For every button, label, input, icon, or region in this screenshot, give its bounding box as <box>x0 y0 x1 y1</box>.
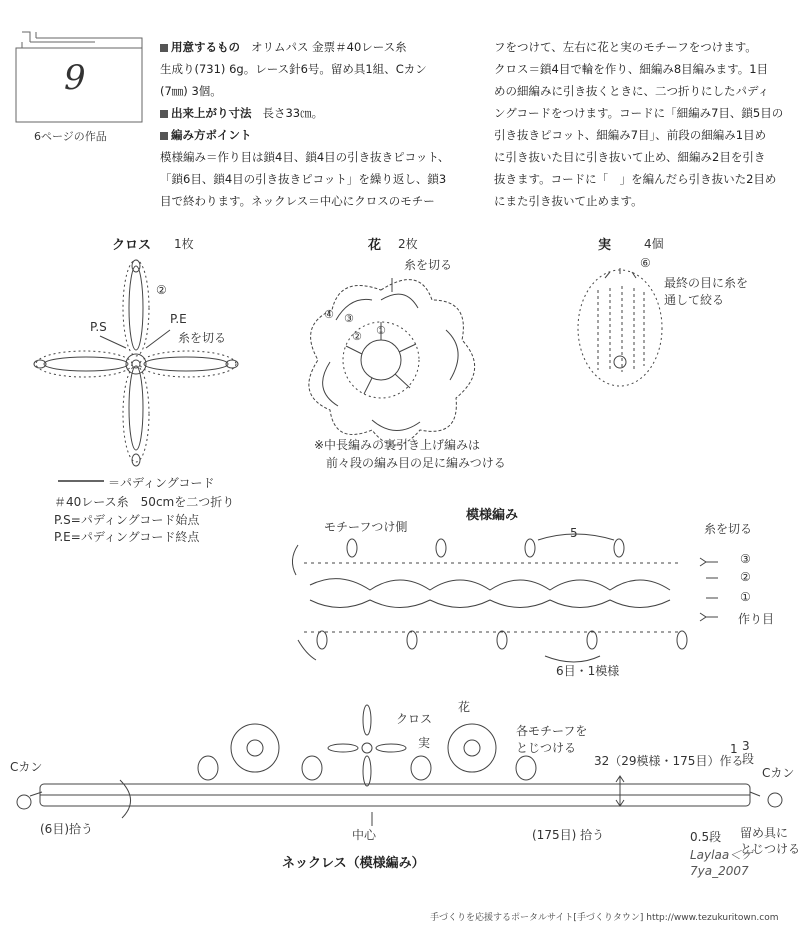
points-line: めの細編みに引き抜くときに、二つ折りにしたパディ <box>494 84 770 98</box>
project-number: 9 <box>64 58 86 98</box>
necklace-cross-label: クロス <box>396 712 433 726</box>
points-line: フをつけて、左右に花と実のモチーフをつけます。 <box>494 40 757 54</box>
flower-cut-label: 糸を切る <box>404 258 453 272</box>
points-line: に引き抜いた目に引き抜いて止め、細編み2目を引き <box>494 150 766 164</box>
pattern-title: 模様編み <box>466 508 519 523</box>
footer-url[interactable]: http://www.tezukuritown.com <box>646 913 779 923</box>
legend-ps: P.S=パディングコード始点 <box>54 513 200 527</box>
cross-count: 1枚 <box>174 237 194 251</box>
necklace-one: 1 <box>730 742 738 756</box>
bullet-icon <box>160 132 168 140</box>
cross-pe-label: P.E <box>170 312 187 326</box>
pattern-stitch-chart <box>292 534 718 662</box>
cross-round-label: ② <box>156 283 167 297</box>
necklace-join-line2: とじつける <box>516 741 577 755</box>
berry-note-line1: 最終の目に糸を <box>664 276 749 290</box>
instructions-right <box>494 36 794 212</box>
pattern-cut: 糸を切る <box>704 522 753 536</box>
flower-note-line2: 前々段の編み目の足に編みつける <box>326 456 506 470</box>
necklace-clasp-line1: 留め具に <box>740 826 789 840</box>
necklace-pick-right: (175目) 拾う <box>532 828 605 842</box>
pattern-foundation: 作り目 <box>738 612 775 626</box>
cross-ps-label: P.S <box>90 320 107 334</box>
footer <box>430 910 779 923</box>
flower-round1-label: ① <box>376 324 386 337</box>
points-heading: 編み方ポイント <box>171 128 252 142</box>
necklace-pick-left: (6目)拾う <box>40 822 93 836</box>
berry-count: 4個 <box>644 237 664 251</box>
cross-motif-chart <box>34 260 238 466</box>
pattern-row1: ① <box>740 590 751 604</box>
points-line: 「鎖6目、鎖4目の引き抜きピコット」を繰り返し、鎖3 <box>160 172 447 186</box>
berry-motif-chart <box>578 268 662 386</box>
materials-text1: オリムパス 金票＃40レース糸 <box>250 40 407 54</box>
berry-round-label: ⑥ <box>640 256 651 270</box>
legend-yarn: ＃40レース糸 50cmを二つ折り <box>54 495 235 509</box>
cross-title: クロス <box>112 238 152 253</box>
flower-round2-label: ② <box>352 330 362 343</box>
points-line: クロス＝鎖4目で輪を作り、細編み8目編みます。1目 <box>494 62 769 76</box>
flower-count: 2枚 <box>398 237 418 251</box>
size-heading: 出来上がり寸法 <box>171 106 252 120</box>
necklace-flower-label: 花 <box>458 700 471 714</box>
flower-title: 花 <box>368 238 382 253</box>
legend-pe: P.E=パディングコード終点 <box>54 530 200 544</box>
bullet-icon <box>160 110 168 118</box>
flower-note-line1: ※中長編みの裏引き上げ編みは <box>314 438 481 452</box>
berry-note-line2: 通して絞る <box>664 293 725 307</box>
pattern-row3: ③ <box>740 552 751 566</box>
necklace-berry-label: 実 <box>418 736 431 750</box>
cross-cut-label: 糸を切る <box>178 331 227 345</box>
points-line: 模様編み＝作り目は鎖4目、鎖4目の引き抜きピコット、 <box>160 150 450 164</box>
necklace-clasp-line2: とじつける <box>740 842 800 856</box>
materials-heading: 用意するもの <box>171 40 240 54</box>
pattern-repeat: 5 <box>570 526 578 540</box>
flower-round3-label: ③ <box>344 312 354 325</box>
footer-portal: 手づくりを応援するポータルサイト[手づくりタウン] <box>430 913 644 923</box>
points-line: 目で終わります。ネックレス＝中心にクロスのモチー <box>160 194 435 208</box>
necklace-title: ネックレス（模様編み） <box>282 856 425 871</box>
pattern-unit: 6目・1模様 <box>556 664 620 678</box>
points-line: ングコードをつけます。コードに「細編み7目、鎖5目の <box>494 106 784 120</box>
points-line: 抜きます。コードに「 」を編んだら引き抜いた2目め <box>494 172 777 186</box>
bullet-icon <box>160 44 168 52</box>
size-text: 長さ33㎝。 <box>262 106 324 120</box>
flower-motif-chart <box>309 278 475 445</box>
necklace-c-ring-right: Cカン <box>762 766 795 780</box>
points-line: 引き抜きピコット、細編み7目」、前段の細編み1目め <box>494 128 767 142</box>
berry-title: 実 <box>598 238 612 253</box>
flower-round4-label: ④ <box>324 308 334 321</box>
necklace-rows: 3段 <box>742 739 755 766</box>
instructions-left <box>160 36 470 212</box>
necklace-join-line1: 各モチーフを <box>516 724 588 738</box>
necklace-c-ring-left: Cカン <box>10 760 43 774</box>
necklace-half-row: 0.5段 <box>690 830 722 844</box>
pattern-row2: ② <box>740 570 751 584</box>
pattern-motif-side: モチーフつけ側 <box>324 520 408 534</box>
necklace-center: 中心 <box>352 828 377 842</box>
materials-text3: (7㎜) 3個。 <box>160 84 222 98</box>
points-line: にまた引き抜いて止めます。 <box>494 194 643 208</box>
watermark-line1: Laylaa＜ゲ <box>690 848 754 862</box>
necklace-length: 32（29模様・175目）作る <box>594 754 744 768</box>
watermark-line2: 7ya_2007 <box>690 864 749 878</box>
page-reference: 6ページの作品 <box>34 130 107 143</box>
materials-text2: 生成り(731) 6g。レース針6号。留め具1組、Cカン <box>160 62 427 76</box>
legend-padding-cord: ＝パディングコード <box>108 476 215 490</box>
